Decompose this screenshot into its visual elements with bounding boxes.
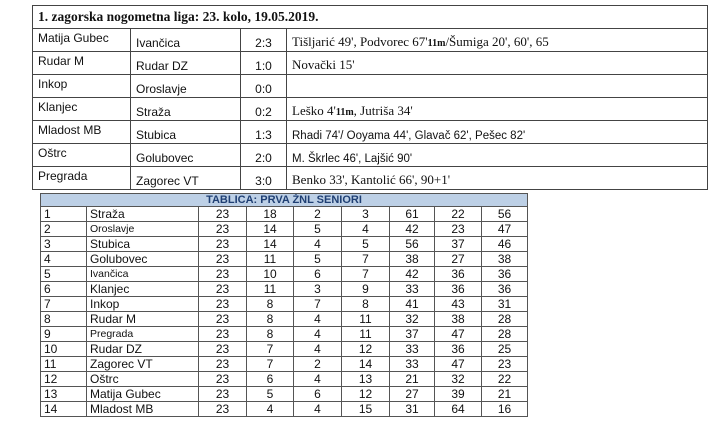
draws: 3 <box>294 282 342 297</box>
losses: 4 <box>342 222 390 237</box>
scorers-text: Tišljarić 49', Podvorec 67' <box>292 34 428 49</box>
match-row <box>33 167 708 190</box>
points: 16 <box>482 402 528 417</box>
standings-row <box>41 372 528 387</box>
match-score: 2:0 <box>241 144 287 167</box>
away-team: Ivančica <box>131 29 241 52</box>
scorers-text: M. Škrlec 46', Lajšić 90' <box>292 153 413 165</box>
wins: 8 <box>247 297 294 312</box>
played: 23 <box>199 267 247 282</box>
home-team: Rudar M <box>33 52 131 75</box>
standings-row <box>41 222 528 237</box>
match-row <box>33 98 708 121</box>
standings-row <box>41 267 528 282</box>
goals-for: 33 <box>390 342 435 357</box>
goals-for: 21 <box>390 372 435 387</box>
match-scorers <box>287 121 708 144</box>
match-scorers <box>287 98 708 121</box>
scorers-text: Rhadi 74'/ Ooyama 44', Glavač 62', Pešec 82' <box>292 130 526 142</box>
standings-row <box>41 312 528 327</box>
goals-for: 41 <box>390 297 435 312</box>
losses: 13 <box>342 372 390 387</box>
results-table <box>32 5 708 190</box>
wins: 18 <box>247 207 294 222</box>
goals-against: 32 <box>435 372 482 387</box>
position: 11 <box>41 357 87 372</box>
standings-table <box>40 193 528 417</box>
position: 3 <box>41 237 87 252</box>
home-team: Klanjec <box>33 98 131 121</box>
wins: 8 <box>247 312 294 327</box>
losses: 7 <box>342 267 390 282</box>
goals-against: 36 <box>435 267 482 282</box>
match-score: 0:0 <box>241 75 287 98</box>
losses: 12 <box>342 387 390 402</box>
home-team: Matija Gubec <box>33 29 131 52</box>
played: 23 <box>199 402 247 417</box>
match-scorers <box>287 144 708 167</box>
losses: 11 <box>342 312 390 327</box>
away-team: Straža <box>131 98 241 121</box>
draws: 4 <box>294 402 342 417</box>
goals-against: 27 <box>435 252 482 267</box>
goals-for: 38 <box>390 252 435 267</box>
played: 23 <box>199 342 247 357</box>
standings-row <box>41 252 528 267</box>
wins: 4 <box>247 402 294 417</box>
goals-against: 64 <box>435 402 482 417</box>
played: 23 <box>199 387 247 402</box>
position: 1 <box>41 207 87 222</box>
draws: 4 <box>294 327 342 342</box>
home-team: Pregrada <box>33 167 131 190</box>
away-team: Zagorec VT <box>131 167 241 190</box>
losses: 12 <box>342 342 390 357</box>
team-name: Oštrc <box>87 372 199 387</box>
goals-against: 36 <box>435 342 482 357</box>
standings-row <box>41 297 528 312</box>
points: 23 <box>482 357 528 372</box>
draws: 5 <box>294 222 342 237</box>
penalty-note: 11m <box>427 38 446 49</box>
team-name: Matija Gubec <box>87 387 199 402</box>
penalty-note: 11m <box>335 107 354 118</box>
scorers-tail: , Jutriša 34' <box>353 103 413 118</box>
team-name: Rudar DZ <box>87 342 199 357</box>
away-team: Rudar DZ <box>131 52 241 75</box>
team-name: Mladost MB <box>87 402 199 417</box>
goals-for: 42 <box>390 222 435 237</box>
team-name: Golubovec <box>87 252 199 267</box>
points: 25 <box>482 342 528 357</box>
match-scorers <box>287 52 708 75</box>
draws: 6 <box>294 267 342 282</box>
position: 10 <box>41 342 87 357</box>
team-name: Oroslavje <box>87 222 199 237</box>
wins: 7 <box>247 342 294 357</box>
match-row <box>33 52 708 75</box>
draws: 4 <box>294 237 342 252</box>
losses: 3 <box>342 207 390 222</box>
losses: 14 <box>342 357 390 372</box>
draws: 2 <box>294 207 342 222</box>
wins: 11 <box>247 252 294 267</box>
draws: 2 <box>294 357 342 372</box>
team-name: Zagorec VT <box>87 357 199 372</box>
position: 14 <box>41 402 87 417</box>
goals-for: 61 <box>390 207 435 222</box>
standings-row <box>41 282 528 297</box>
position: 4 <box>41 252 87 267</box>
played: 23 <box>199 297 247 312</box>
points: 47 <box>482 222 528 237</box>
points: 46 <box>482 237 528 252</box>
team-name: Rudar M <box>87 312 199 327</box>
played: 23 <box>199 222 247 237</box>
played: 23 <box>199 207 247 222</box>
standings-row <box>41 357 528 372</box>
match-score: 2:3 <box>241 29 287 52</box>
match-row <box>33 29 708 52</box>
wins: 6 <box>247 372 294 387</box>
standings-row <box>41 402 528 417</box>
points: 38 <box>482 252 528 267</box>
goals-for: 33 <box>390 282 435 297</box>
team-name: Stubica <box>87 237 199 252</box>
wins: 14 <box>247 222 294 237</box>
losses: 15 <box>342 402 390 417</box>
home-team: Oštrc <box>33 144 131 167</box>
losses: 5 <box>342 237 390 252</box>
points: 28 <box>482 327 528 342</box>
goals-against: 47 <box>435 357 482 372</box>
goals-against: 38 <box>435 312 482 327</box>
position: 9 <box>41 327 87 342</box>
scorers-text: Leško 4' <box>292 103 336 118</box>
away-team: Golubovec <box>131 144 241 167</box>
match-scorers <box>287 167 708 190</box>
standings-row <box>41 342 528 357</box>
wins: 7 <box>247 357 294 372</box>
scorers-tail: /Šumiga 20', 60', 65 <box>445 34 549 49</box>
losses: 11 <box>342 327 390 342</box>
standings-row <box>41 387 528 402</box>
goals-against: 23 <box>435 222 482 237</box>
draws: 7 <box>294 297 342 312</box>
goals-for: 27 <box>390 387 435 402</box>
standings-row <box>41 207 528 222</box>
goals-against: 37 <box>435 237 482 252</box>
team-name: Ivančica <box>87 267 199 282</box>
position: 12 <box>41 372 87 387</box>
losses: 8 <box>342 297 390 312</box>
played: 23 <box>199 327 247 342</box>
match-row <box>33 121 708 144</box>
home-team: Mladost MB <box>33 121 131 144</box>
draws: 4 <box>294 372 342 387</box>
match-score: 0:2 <box>241 98 287 121</box>
match-score: 3:0 <box>241 167 287 190</box>
points: 31 <box>482 297 528 312</box>
losses: 7 <box>342 252 390 267</box>
results-title: 1. zagorska nogometna liga: 23. kolo, 19.05.2019. <box>33 6 708 29</box>
points: 28 <box>482 312 528 327</box>
scorers-text: Novački 15' <box>292 57 355 72</box>
played: 23 <box>199 252 247 267</box>
wins: 5 <box>247 387 294 402</box>
results-title-row <box>33 6 708 29</box>
played: 23 <box>199 357 247 372</box>
played: 23 <box>199 312 247 327</box>
goals-against: 22 <box>435 207 482 222</box>
standings-title: TABLICA: PRVA ŽNL SENIORI <box>41 194 528 207</box>
losses: 9 <box>342 282 390 297</box>
goals-against: 43 <box>435 297 482 312</box>
points: 36 <box>482 282 528 297</box>
away-team: Oroslavje <box>131 75 241 98</box>
match-row <box>33 144 708 167</box>
standings-row <box>41 327 528 342</box>
position: 7 <box>41 297 87 312</box>
team-name: Inkop <box>87 297 199 312</box>
goals-for: 33 <box>390 357 435 372</box>
points: 21 <box>482 387 528 402</box>
team-name: Pregrada <box>87 327 199 342</box>
position: 6 <box>41 282 87 297</box>
team-name: Straža <box>87 207 199 222</box>
standings-row <box>41 237 528 252</box>
draws: 6 <box>294 387 342 402</box>
position: 8 <box>41 312 87 327</box>
wins: 14 <box>247 237 294 252</box>
wins: 10 <box>247 267 294 282</box>
goals-for: 42 <box>390 267 435 282</box>
points: 36 <box>482 267 528 282</box>
match-scorers <box>287 29 708 52</box>
goals-for: 32 <box>390 312 435 327</box>
goals-against: 39 <box>435 387 482 402</box>
position: 13 <box>41 387 87 402</box>
team-name: Klanjec <box>87 282 199 297</box>
position: 2 <box>41 222 87 237</box>
played: 23 <box>199 372 247 387</box>
position: 5 <box>41 267 87 282</box>
wins: 8 <box>247 327 294 342</box>
home-team: Inkop <box>33 75 131 98</box>
away-team: Stubica <box>131 121 241 144</box>
match-score: 1:3 <box>241 121 287 144</box>
points: 22 <box>482 372 528 387</box>
goals-against: 36 <box>435 282 482 297</box>
standings-title-row <box>41 194 528 207</box>
match-row <box>33 75 708 98</box>
played: 23 <box>199 282 247 297</box>
draws: 4 <box>294 312 342 327</box>
wins: 11 <box>247 282 294 297</box>
played: 23 <box>199 237 247 252</box>
goals-for: 56 <box>390 237 435 252</box>
goals-for: 37 <box>390 327 435 342</box>
match-scorers <box>287 75 708 98</box>
points: 56 <box>482 207 528 222</box>
draws: 4 <box>294 342 342 357</box>
scorers-text: Benko 33', Kantolić 66', 90+1' <box>292 172 451 187</box>
match-score: 1:0 <box>241 52 287 75</box>
goals-for: 31 <box>390 402 435 417</box>
goals-against: 47 <box>435 327 482 342</box>
draws: 5 <box>294 252 342 267</box>
